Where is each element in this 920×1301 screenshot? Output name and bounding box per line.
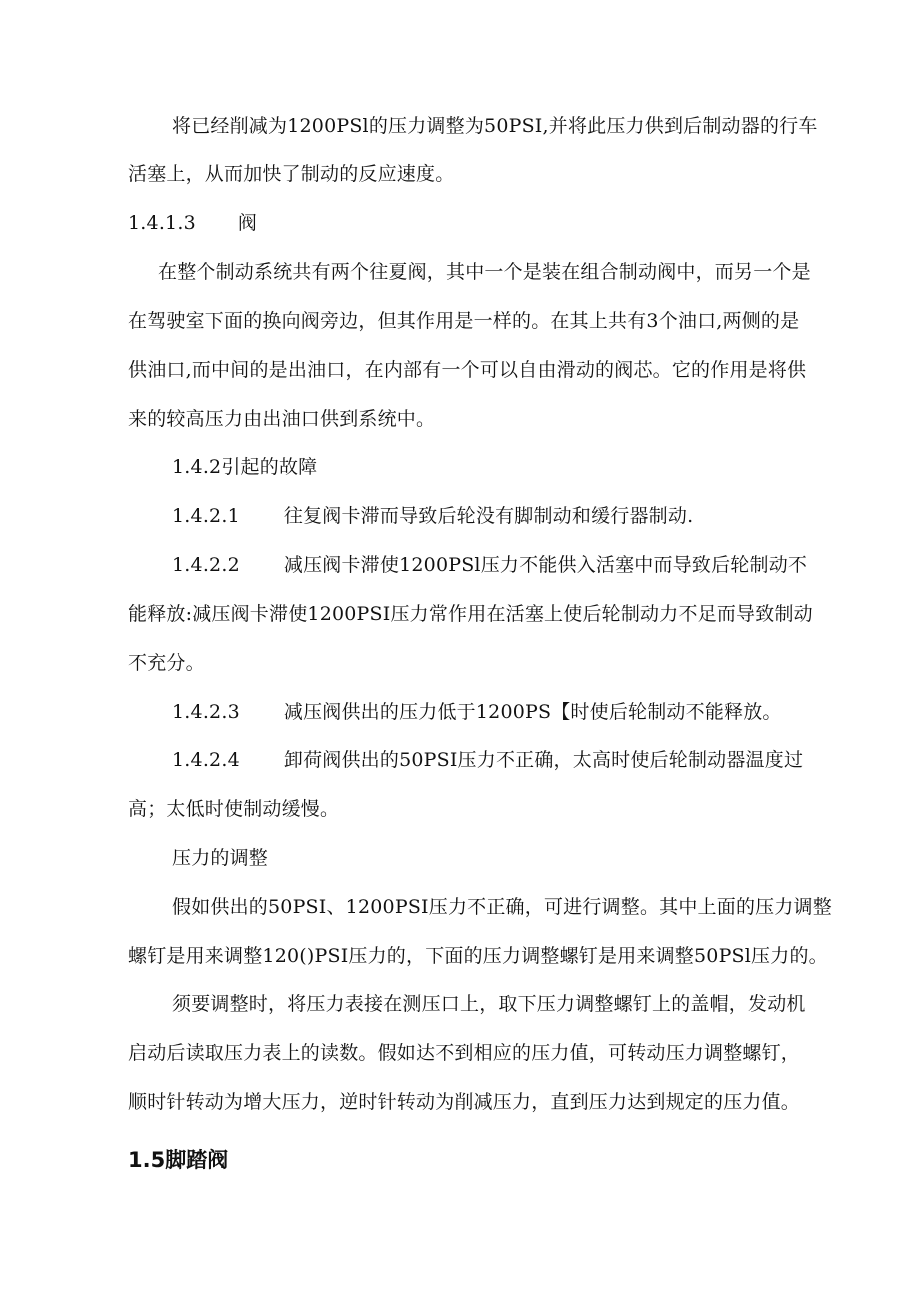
item-number: 1.4.2.3 [172, 701, 240, 723]
section-heading-1-5: 1.5脚踏阀 [128, 1148, 229, 1172]
item-number: 1.4.2.4 [172, 749, 240, 771]
paragraph-line: 螺钉是用来调整120()PSI压力的，下面的压力调整螺钉是用来调整50PSl压力的。 [128, 945, 828, 967]
paragraph-line: 在整个制动系统共有两个往夏阀，其中一个是装在组合制动阀中，而另一个是 [158, 261, 811, 283]
section-title: 阀 [237, 212, 258, 234]
item-text: 减压阀供出的压力低于1200PS【时使后轮制动不能释放。 [283, 701, 782, 723]
item-number: 1.4.2.2 [172, 554, 240, 576]
paragraph-line: 高；太低时使制动缓慢。 [128, 798, 340, 820]
list-item-1-4-2-3 [172, 700, 782, 724]
item-number: 1.4.2.1 [172, 505, 240, 527]
section-heading-1-4-1-3 [128, 211, 257, 235]
section-number: 1.4.1.3 [128, 212, 196, 234]
list-item-1-4-2-4 [172, 748, 803, 772]
paragraph-line: 活塞上，从而加快了制动的反应速度。 [128, 163, 455, 185]
paragraph-line: 启动后读取压力表上的读数。假如达不到相应的压力值，可转动压力调整螺钉， [128, 1042, 801, 1064]
paragraph-line: 在驾驶室下面的换向阀旁边，但其作用是一样的。在其上共有3个油口,两侧的是 [128, 310, 800, 332]
paragraph-line: 来的较高压力由出油口供到系统中。 [128, 408, 436, 430]
paragraph-line: 须要调整时，将压力表接在测压口上，取下压力调整螺钉上的盖帽，发动机 [172, 993, 806, 1015]
item-text: 减压阀卡滞使1200PSl压力不能供入活塞中而导致后轮制动不 [283, 554, 808, 576]
paragraph-line: 不充分。 [128, 652, 205, 674]
paragraph-line: 将已经削减为1200PSl的压力调整为50PSI,并将此压力供到后制动器的行车 [172, 115, 818, 137]
subsection-title: 压力的调整 [172, 847, 269, 869]
list-item-1-4-2-2 [172, 553, 807, 577]
paragraph-line: 假如供出的50PSI、1200PSI压力不正确，可进行调整。其中上面的压力调整 [172, 896, 832, 918]
paragraph-line: 供油口,而中间的是出油口，在内部有一个可以自由滑动的阀芯。它的作用是将供 [128, 359, 807, 381]
item-text: 往复阀卡滞而导致后轮没有脚制动和缓行器制动. [283, 505, 694, 527]
paragraph-line: 顺时针转动为增大压力，逆时针转动为削减压力，直到压力达到规定的压力值。 [128, 1091, 801, 1113]
paragraph-line: 能释放:减压阀卡滞使1200PSI压力常作用在活塞上使后轮制动力不足而导致制动 [128, 603, 813, 625]
section-heading-1-4-2: 1.4.2引起的故障 [172, 456, 318, 478]
item-text: 卸荷阀供出的50PSI压力不正确，太高时使后轮制动器温度过 [283, 749, 804, 771]
list-item-1-4-2-1 [172, 504, 693, 528]
